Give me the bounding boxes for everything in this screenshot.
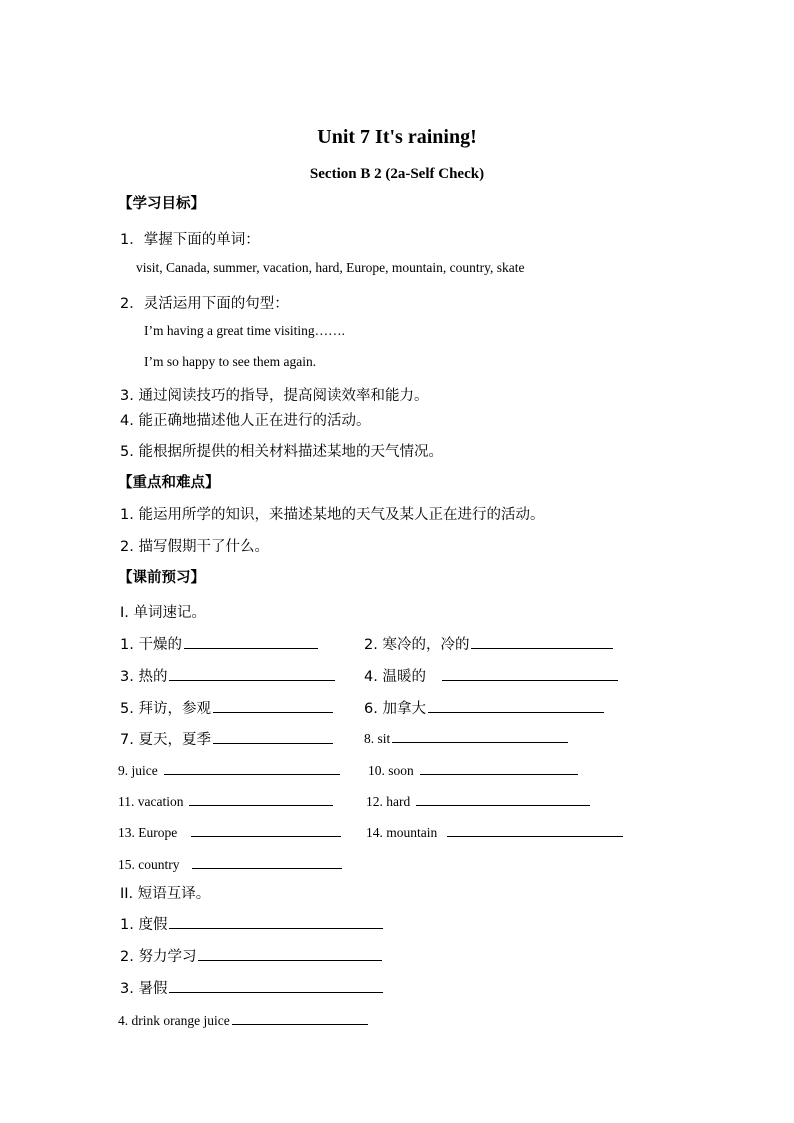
word-item: 10. soon bbox=[368, 760, 578, 779]
goal-sentence-2: I’m so happy to see them again. bbox=[144, 354, 317, 369]
goal-words-list: visit, Canada, summer, vacation, hard, Europe, mountain, country, skate bbox=[136, 260, 525, 275]
key-points-heading: 【重点和难点】 bbox=[118, 475, 220, 491]
answer-blank[interactable] bbox=[416, 791, 590, 806]
answer-blank[interactable] bbox=[184, 634, 318, 649]
answer-blank[interactable] bbox=[428, 698, 604, 713]
answer-blank[interactable] bbox=[471, 634, 613, 649]
answer-blank[interactable] bbox=[232, 1010, 368, 1025]
answer-blank[interactable] bbox=[447, 822, 623, 837]
preview-heading: 【课前预习】 bbox=[118, 570, 205, 586]
answer-blank[interactable] bbox=[213, 729, 333, 744]
phrase-item: 2. 努力学习 bbox=[120, 945, 382, 966]
answer-blank[interactable] bbox=[169, 978, 383, 993]
word-item: 9. juice bbox=[118, 760, 340, 779]
answer-blank[interactable] bbox=[192, 854, 342, 869]
goal-sentence-1: I’m having a great time visiting……. bbox=[144, 323, 345, 338]
word-item: 8. sit bbox=[364, 728, 568, 747]
word-item: 6. 加拿大 bbox=[364, 697, 604, 718]
word-item: 1. 干燥的 bbox=[120, 633, 318, 654]
answer-blank[interactable] bbox=[392, 728, 568, 743]
section-subtitle: Section B 2 (2a-Self Check) bbox=[309, 166, 485, 182]
key-point-1: 1. 能运用所学的知识，来描述某地的天气及某人正在进行的活动。 bbox=[120, 507, 545, 523]
goal-item-5: 5. 能根据所提供的相关材料描述某地的天气情况。 bbox=[120, 444, 443, 460]
phrase-item: 3. 暑假 bbox=[120, 977, 383, 998]
answer-blank[interactable] bbox=[442, 666, 618, 681]
answer-blank[interactable] bbox=[191, 822, 341, 837]
goal-item-2: 2．灵活运用下面的句型： bbox=[120, 296, 289, 312]
answer-blank[interactable] bbox=[189, 791, 333, 806]
phrase-item: 1. 度假 bbox=[120, 913, 383, 934]
word-item: 13. Europe bbox=[118, 822, 341, 841]
word-item: 7. 夏天，夏季 bbox=[120, 728, 333, 749]
word-item: 12. hard bbox=[366, 791, 590, 810]
page-title: Unit 7 It's raining! bbox=[317, 126, 477, 148]
phrase-item: 4. drink orange juice bbox=[118, 1010, 368, 1029]
answer-blank[interactable] bbox=[198, 946, 382, 961]
goals-heading: 【学习目标】 bbox=[118, 196, 205, 212]
answer-blank[interactable] bbox=[213, 698, 333, 713]
answer-blank[interactable] bbox=[164, 760, 340, 775]
key-point-2: 2. 描写假期干了什么。 bbox=[120, 539, 269, 555]
word-item: 15. country bbox=[118, 854, 342, 873]
word-item: 4. 温暖的 bbox=[364, 665, 618, 686]
word-item: 11. vacation bbox=[118, 791, 333, 810]
word-item: 3. 热的 bbox=[120, 665, 335, 686]
word-item: 14. mountain bbox=[366, 822, 623, 841]
goal-item-4: 4. 能正确地描述他人正在进行的活动。 bbox=[120, 413, 371, 429]
goal-item-3: 3. 通过阅读技巧的指导，提高阅读效率和能力。 bbox=[120, 388, 429, 404]
part2-title: II. 短语互译。 bbox=[120, 886, 211, 902]
word-item: 5. 拜访，参观 bbox=[120, 697, 333, 718]
answer-blank[interactable] bbox=[169, 666, 335, 681]
word-item: 2. 寒冷的，冷的 bbox=[364, 633, 613, 654]
answer-blank[interactable] bbox=[169, 914, 383, 929]
goal-item-1: 1．掌握下面的单词： bbox=[120, 232, 260, 248]
answer-blank[interactable] bbox=[420, 760, 578, 775]
part1-title: I. 单词速记。 bbox=[120, 605, 206, 621]
